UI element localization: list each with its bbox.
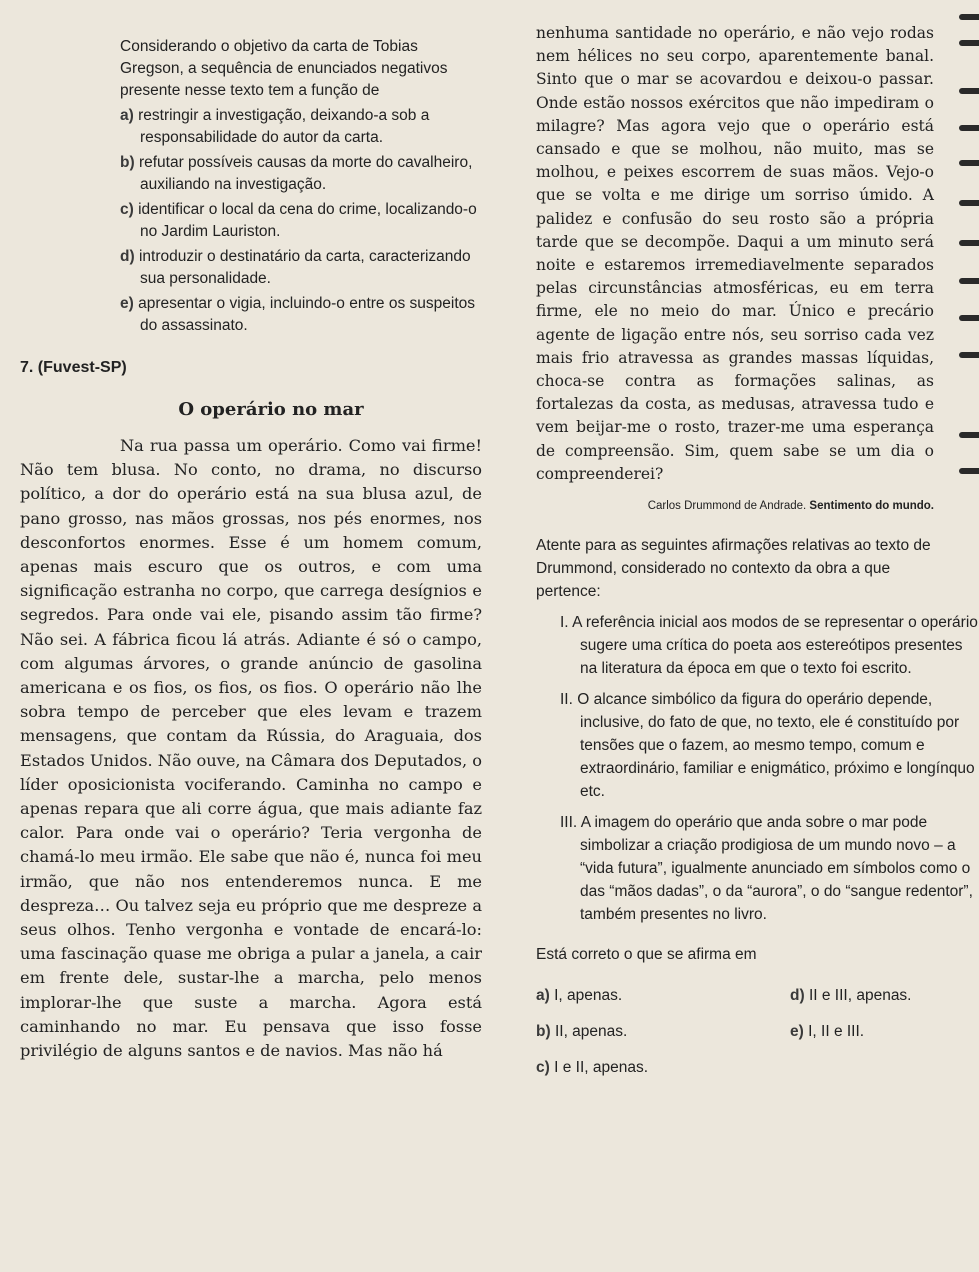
- statement-number: I.: [560, 614, 569, 632]
- option-b: [120, 152, 490, 196]
- left-column: [20, 36, 482, 1063]
- answer-letter: c): [536, 1059, 550, 1077]
- answer-letter: b): [536, 1023, 551, 1041]
- edge-tab: [959, 432, 979, 438]
- edge-tab: [959, 88, 979, 94]
- answer-text: I, II e III.: [808, 1023, 865, 1041]
- poem-title: O operário no mar: [178, 399, 364, 420]
- statement-2: [536, 688, 979, 803]
- edge-tab: [959, 160, 979, 166]
- right-column: [536, 22, 978, 1088]
- answer-e: [790, 1014, 864, 1050]
- poem-continuation: nenhuma santidade no operário, e não vejo rodas nem hélices no seu corpo, aparentemente banal. Sinto que o mar se acovardou e deixou-o passar. Onde estão nossos exércitos que não impediram o milagre? Mas agora vejo que o operário está cansado e que se molhou, não muito, mas se molhou, e peixes escorrem de suas mãos. Vejo-o que se volta e me dirige um sorriso úmido. A palidez e confusão do seu rosto são a própria tarde que se decompõe. Daqui a um minuto será noite e estaremos irremediavelmente separados pelas circunstâncias atmosféricas, eu em terra firme, ele no meio do mar. Único e precário agente de ligação entre nós, seu sorriso cada vez mais frio atravessa as grandes massas líquidas, choca-se contra as formações salinas, as fortalezas da costa, as medusas, atravessa tudo e vem beijar-me o rosto, trazer-me uma esperança de compreensão. Sim, quem sabe se um dia o compreenderei?: [536, 24, 934, 483]
- option-text: restringir a investigação, deixando-a sob a responsabilidade do autor da carta.: [138, 107, 430, 146]
- answer-text: I e II, apenas.: [554, 1059, 649, 1077]
- option-letter: e): [120, 295, 134, 312]
- edge-tab: [959, 14, 979, 20]
- edge-tab: [959, 40, 979, 46]
- option-text: identificar o local da cena do crime, localizando-o no Jardim Lauriston.: [138, 201, 477, 240]
- answer-letter: e): [790, 1023, 804, 1041]
- poem-text-right: [536, 22, 934, 486]
- answer-a: [536, 978, 622, 1014]
- option-letter: a): [120, 107, 134, 124]
- statement-text: A referência inicial aos modos de se representar o operário sugere uma crítica do poeta aos estereótipos presentes na literatura da época em que o texto foi escrito.: [572, 614, 978, 678]
- option-text: introduzir o destinatário da carta, caracterizando sua personalidade.: [138, 248, 471, 287]
- poem-text-left: [20, 434, 482, 1063]
- option-d: [120, 246, 490, 290]
- statement-text: O alcance simbólico da figura do operário depende, inclusive, do fato de que, no texto, ele é constituído por tensões que o fazem, ao mesmo tempo, comum e extraordinário, familiar e enigmático, próximo e longínquo etc.: [577, 691, 975, 801]
- answer-text: II, apenas.: [554, 1023, 628, 1041]
- correct-prompt: Está correto o que se afirma em: [536, 946, 757, 964]
- option-letter: b): [120, 154, 135, 171]
- answer-choices: [536, 978, 934, 1088]
- answer-b: [536, 1014, 627, 1050]
- answer-letter: d): [790, 987, 805, 1005]
- source-credit: [536, 500, 934, 512]
- option-c: [120, 199, 490, 243]
- answer-text: I, apenas.: [554, 987, 623, 1005]
- question-7-stem: Atente para as seguintes afirmações relativas ao texto de Drummond, considerado no contexto da obra a que pertence:: [536, 537, 931, 601]
- credit-author: Carlos Drummond de Andrade.: [647, 500, 807, 513]
- answer-c: [536, 1050, 648, 1086]
- edge-tab: [959, 352, 979, 358]
- page-edge-tabs: [957, 0, 979, 1272]
- statement-number: III.: [560, 814, 578, 832]
- answer-text: II e III, apenas.: [808, 987, 912, 1005]
- edge-tab: [959, 278, 979, 284]
- edge-tab: [959, 240, 979, 246]
- question-7-label: 7. (Fuvest-SP): [20, 359, 127, 376]
- option-letter: c): [120, 201, 134, 218]
- answer-d: [790, 978, 912, 1014]
- statement-3: [536, 811, 979, 926]
- option-a: [120, 105, 490, 149]
- edge-tab: [959, 200, 979, 206]
- option-text: refutar possíveis causas da morte do cavalheiro, auxiliando na investigação.: [138, 154, 473, 193]
- option-e: [120, 293, 490, 337]
- statement-1: [536, 611, 979, 680]
- poem-paragraph: Na rua passa um operário. Como vai firme! Não tem blusa. No conto, no drama, no discurso político, a dor do operário está na sua blusa azul, de pano grosso, nas mãos grossas, nos pés enormes, nos desconfortos enormes. Esse é um homem comum, apenas mais escuro que os outros, e com uma significação estranha no corpo, que carrega desígnios e segredos. Para onde vai ele, pisando assim tão firme? Não sei. A fábrica ficou lá atrás. Adiante é só o campo, com algumas árvores, o grande anúncio de gasolina americana e os fios, os fios, os fios. O operário não lhe sobra tempo de perceber que eles levam e trazem mensagens, que contam da Rússia, do Araguaia, dos Estados Unidos. Não ouve, na Câmara dos Deputados, o líder oposicionista vociferando. Caminha no campo e apenas repara que ali corre água, que mais adiante faz calor. Para onde vai o operário? Teria vergonha de chamá-lo meu irmão. Ele sabe que não é, nunca foi meu irmão, que não nos entenderemos nunca. E me despreza… Ou talvez seja eu próprio que me despreze a seus olhos. Tenho vergonha e vontade de encará-lo: uma fascinação quase me obriga a pular a janela, a cair em frente dele, sustar-lhe a marcha, pelo menos implorar-lhe que suste a marcha. Agora está caminhando no mar. Eu pensava que isso fosse privilégio de alguns santos e de navios. Mas não há: [20, 436, 482, 1061]
- option-text: apresentar o vigia, incluindo-o entre os suspeitos do assassinato.: [138, 295, 475, 334]
- statement-number: II.: [560, 691, 573, 709]
- edge-tab: [959, 125, 979, 131]
- credit-work: Sentimento do mundo.: [809, 500, 934, 513]
- answer-letter: a): [536, 987, 550, 1005]
- question-6-stem: Considerando o objetivo da carta de Tobias Gregson, a sequência de enunciados negativos presente nesse texto tem a função de: [120, 38, 448, 99]
- statement-text: A imagem do operário que anda sobre o mar pode simbolizar a criação prodigiosa de um mundo novo – a “vida futura”, igualmente anunciado em símbolos como o das “mãos dadas”, o da “aurora”, o do “sangue redentor”, também presentes no livro.: [580, 814, 973, 924]
- edge-tab: [959, 468, 979, 474]
- edge-tab: [959, 315, 979, 321]
- option-letter: d): [120, 248, 135, 265]
